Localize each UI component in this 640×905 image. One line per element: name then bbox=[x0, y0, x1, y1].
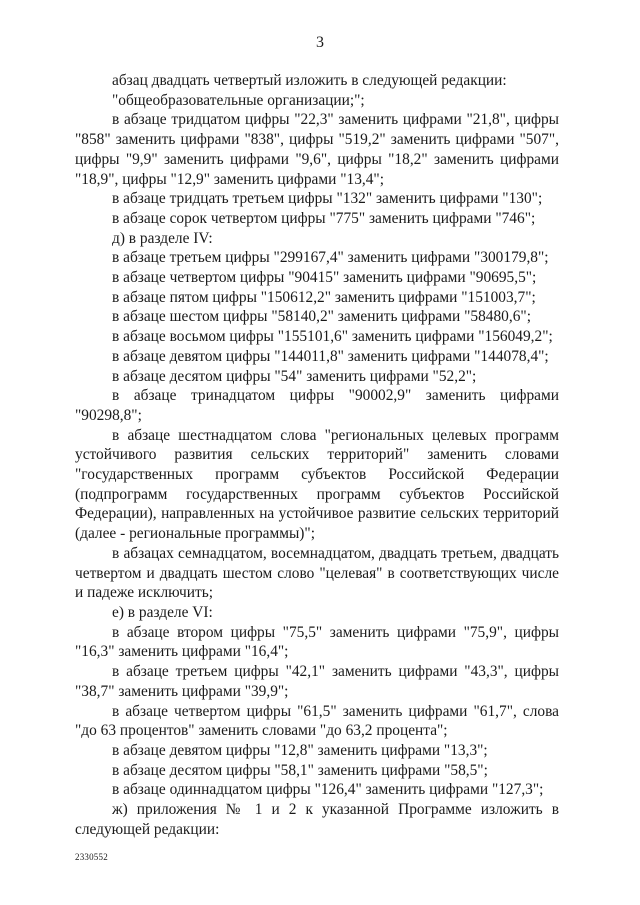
section-heading: е) в разделе VI: bbox=[112, 603, 213, 621]
paragraph: в абзаце пятом цифры "150612,2" заменить цифрами "151003,7"; bbox=[112, 288, 536, 306]
paragraph: в абзаце девятом цифры "144011,8" заменить цифрами "144078,4"; bbox=[112, 347, 549, 365]
paragraph: в абзаце девятом цифры "12,8" заменить цифрами "13,3"; bbox=[112, 741, 488, 759]
paragraph: в абзаце шестнадцатом слова "региональных целевых программ устойчивого развития сельских территорий" заменить словами "государственных программ субъектов Российской Федерации (подпрограмм государственных программ субъектов Российской Федерации), направленных на устойчивое развитие сельских территорий (далее - региональные программы)"; bbox=[75, 426, 559, 543]
paragraph: ж) приложения № 1 и 2 к указанной Программе изложить в следующей редакции: bbox=[75, 801, 559, 838]
paragraph: в абзаце четвертом цифры "61,5" заменить цифрами "61,7", слова "до 63 процентов" заменить словами "до 63,2 процента"; bbox=[75, 702, 559, 740]
paragraph: в абзаце втором цифры "75,5" заменить цифрами "75,9", цифры "16,3" заменить цифрами "16,4"; bbox=[75, 623, 559, 661]
paragraph: "общеобразовательные организации;"; bbox=[112, 91, 365, 109]
paragraph: в абзаце тринадцатом цифры "90002,9" заменить цифрами "90298,8"; bbox=[75, 387, 559, 424]
paragraph: в абзаце десятом цифры "54" заменить цифрами "52,2"; bbox=[112, 367, 477, 385]
paragraph: в абзаце третьем цифры "42,1" заменить цифрами "43,3", цифры "38,7" заменить цифрами "39,9"; bbox=[75, 663, 559, 700]
paragraph: в абзаце восьмом цифры "155101,6" заменить цифрами "156049,2"; bbox=[112, 328, 553, 346]
paragraph: в абзаце тридцатом цифры "22,3" заменить цифрами "21,8", цифры "858" заменить цифрами "838", цифры "519,2" заменить цифрами "507", цифры "9,9" заменить цифрами "9,6", цифры "18,2" заменить цифрами "18,9", цифры "12,9" заменить цифрами "13,4"; bbox=[75, 111, 559, 188]
paragraph: в абзаце десятом цифры "58,1" заменить цифрами "58,5"; bbox=[112, 761, 488, 779]
paragraph: в абзаце сорок четвертом цифры "775" заменить цифрами "746"; bbox=[112, 209, 536, 227]
paragraph: в абзаце тридцать третьем цифры "132" заменить цифрами "130"; bbox=[112, 190, 543, 208]
paragraph: в абзаце одиннадцатом цифры "126,4" заменить цифрами "127,3"; bbox=[112, 781, 544, 799]
paragraph: в абзаце третьем цифры "299167,4" заменить цифрами "300179,8"; bbox=[112, 249, 549, 267]
page-number: 3 bbox=[316, 34, 324, 51]
paragraph: в абзацах семнадцатом, восемнадцатом, двадцать третьем, двадцать четвертом и двадцать шестом слово "целевая" в соответствующих числе и падеже исключить; bbox=[75, 544, 559, 602]
paragraph: в абзаце четвертом цифры "90415" заменить цифрами "90695,5"; bbox=[112, 269, 537, 287]
section-heading: д) в разделе IV: bbox=[112, 229, 213, 247]
paragraph: абзац двадцать четвертый изложить в следующей редакции: bbox=[112, 72, 507, 89]
paragraph: в абзаце шестом цифры "58140,2" заменить цифрами "58480,6"; bbox=[112, 308, 531, 326]
document-code: 2330552 bbox=[75, 852, 108, 862]
document-body bbox=[75, 71, 559, 839]
